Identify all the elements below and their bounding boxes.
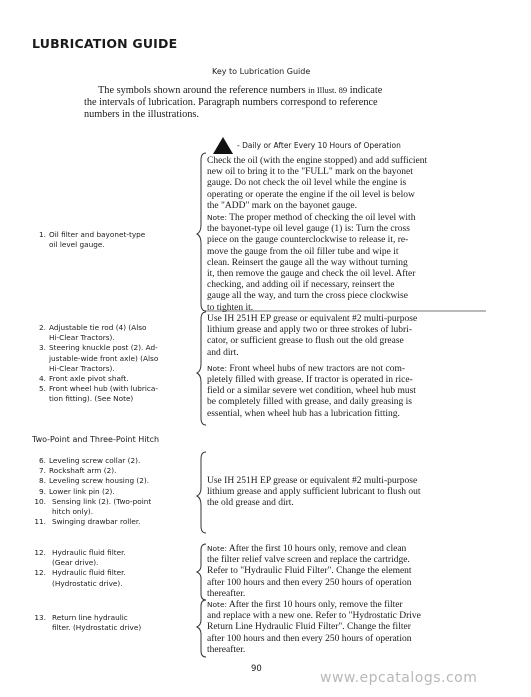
text-block-return-filter: Note: After the first 10 hours only, remove the filter and replace with a new one. Refer to "Hydrostatic Drive Return Line Hydraulic Fluid Filter". Change the filter after 100 hours and then every 250 hours of operation thereafter. bbox=[207, 600, 421, 655]
list-item: 12. Hydraulic fluid filter. (Hydrostatic drive). bbox=[34, 568, 126, 588]
note-label: Note: bbox=[207, 213, 227, 223]
list-item: 3. Steering knuckle post (2). Ad- justable-wide front axle) (Also Hi-Clear Tractors). bbox=[39, 343, 159, 373]
text-block-hydraulic-filter: Note: After the first 10 hours only, remove and clean the filter relief valve screen and replace the cartridge. Refer to "Hydraulic Fluid Filter". Change the element after 100 hours and then every 250 hours of operation thereafter. bbox=[207, 544, 412, 599]
text-block-hitch-grease: Use IH 251H EP grease or equivalent #2 multi-purpose lithium grease and apply sufficient lubricant to flush out the old grease and dirt. bbox=[207, 476, 421, 509]
list-item: 1. Oil filter and bayonet-type oil level gauge. bbox=[39, 230, 146, 250]
list-item: 4. Front axle pivot shaft. bbox=[39, 374, 129, 384]
list-item: 2. Adjustable tie rod (4) (Also Hi-Clear Tractors). bbox=[39, 323, 147, 343]
list-item: 10. Sensing link (2). (Two-point hitch only). bbox=[34, 496, 152, 517]
page-number: 90 bbox=[251, 664, 262, 674]
brace-5 bbox=[197, 600, 206, 657]
list-item: 6. Leveling screw collar (2). bbox=[39, 456, 141, 465]
intro-line-1b: in Illust. 89 bbox=[308, 85, 348, 95]
brace-1 bbox=[197, 153, 206, 311]
intro-line-2: the intervals of lubrication. Paragraph numbers correspond to reference bbox=[84, 97, 378, 108]
list-item: 9. Lower link pin (2). bbox=[39, 486, 115, 496]
watermark: www.epcatalogs.com bbox=[320, 670, 478, 686]
text-block-oil-check: Check the oil (with the engine stopped) and add sufficient new oil to bring it to the "FULL" mark on the bayonet gauge. Do not check the oil level while the engine is operating or operate the engine if the oil level is below the "ADD" mark on the bayonet gauge. Note: The proper method of checking the oil level with the bayonet-type oil level gauge (1) is: Turn the cross piece on the gauge counterclockwise to release it, re- move the gauge from the oil filler tube and wipe it clean. Reinsert the gauge all the way without turning it, then remove the gauge and check the oil level. After checking, and adding oil if necessary, reinsert the gauge all the way, and turn the cross piece clockwise to tighten it. bbox=[207, 156, 428, 313]
page-title: LUBRICATION GUIDE bbox=[32, 36, 178, 51]
legend-text: - Daily or After Every 10 Hours of Operation bbox=[237, 140, 401, 150]
brace-2 bbox=[197, 312, 206, 425]
list-item: 8. Leveling screw housing (2). bbox=[39, 476, 150, 486]
text-block-front-grease: Use IH 251H EP grease or equivalent #2 multi-purpose lithium grease and apply two or three strokes of lubri- cator, or sufficient grease to flush out the old grease and dirt. Note: Front wheel hubs of new tractors are not com- pletely filled with grease. If tractor is operated in rice- field or a similar severe wet condition, wheel hub must be completely filled with grease, and daily greasing is essential, when wheel hub has a lubrication fitting. bbox=[207, 314, 418, 419]
section-heading: Two-Point and Three-Point Hitch bbox=[32, 435, 160, 444]
note-label: Note: bbox=[207, 363, 227, 373]
key-heading: Key to Lubrication Guide bbox=[212, 67, 311, 76]
list-item: 12. Hydraulic fluid filter. (Gear drive). bbox=[34, 548, 126, 568]
intro-line-3: numbers in the illustrations. bbox=[84, 109, 199, 120]
list-item: 5. Front wheel hub (with lubrica- tion fitting). (See Note) bbox=[39, 384, 158, 404]
note-label: Note: bbox=[207, 544, 227, 553]
intro-line-1a: The symbols shown around the reference numbers bbox=[98, 85, 306, 96]
list-item: 11. Swinging drawbar roller. bbox=[34, 517, 141, 527]
list-item: 13. Return line hydraulic filter. (Hydrostatic drive) bbox=[34, 613, 142, 633]
intro-line-1c: indicate bbox=[349, 85, 383, 96]
brace-3 bbox=[197, 452, 206, 533]
note-label: Note: bbox=[207, 600, 227, 609]
list-item: 7. Rockshaft arm (2). bbox=[39, 466, 117, 476]
brace-4 bbox=[197, 544, 206, 600]
